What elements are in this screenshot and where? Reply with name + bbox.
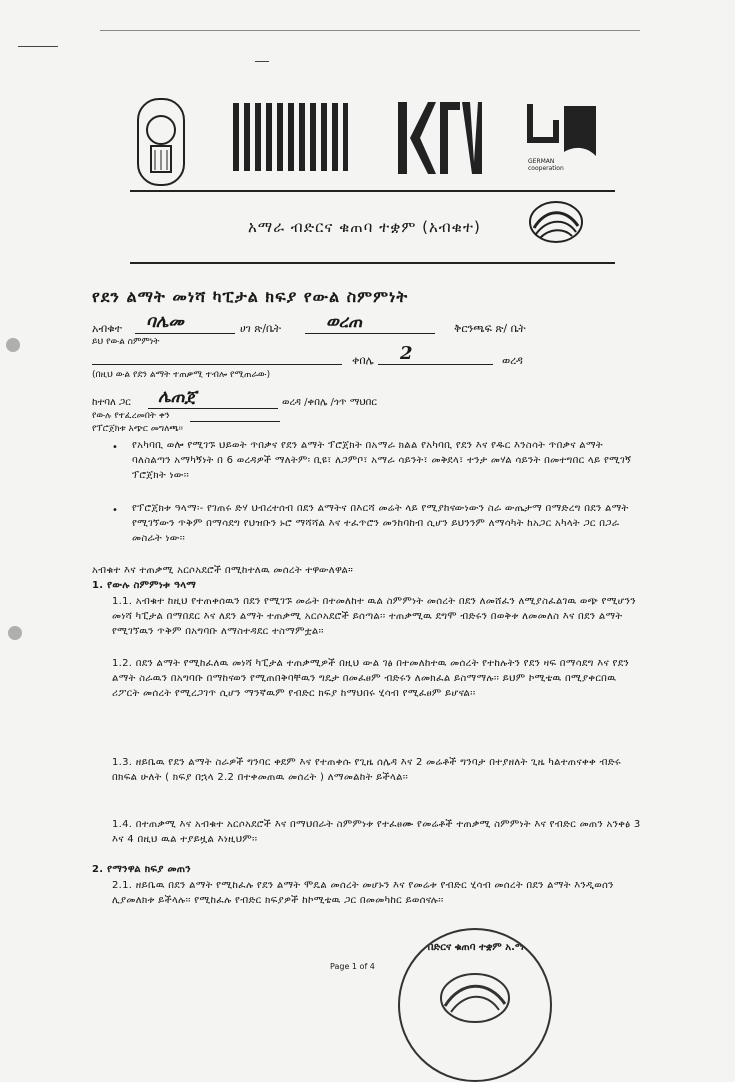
- intro-line: አብቁተ እና ተጠቃሚ አርሶአደሮች በሚከተለዉ መሰረት ተዋውለዋል።: [92, 565, 354, 576]
- clause: 2.1. ዘይቤዉ በደን ልማት የሚከፈሉ የደን ልማት ሞዴል መሰረት መሆኑን እና የመሬቱ የብድር ሂሳብ መሰረት በደን ልማት እንዲወሰን ሊያመለክቱ ይችላሉ፡፡ የሚከፈሉ የብድር ክፍያዎች ከኮሚቴዉ ጋር በመመካከር ይወሰናሉ፡፡: [112, 880, 614, 906]
- office-field-line: [305, 333, 435, 334]
- label-office: ሀገ ጽ/ቤት: [240, 322, 282, 335]
- organization-logo: [233, 103, 348, 171]
- giz-logo: [526, 100, 602, 158]
- label-beneficiary: ከተባለ ጋር: [92, 397, 131, 408]
- bullet-icon: •: [112, 505, 118, 516]
- label-branch-office: ቅርንጫፍ ጽ/ ቤት: [454, 322, 526, 335]
- branch-value: ባሌመ: [146, 312, 184, 332]
- stamp-text: ብድርና ቁጠባ ተቋም አ.ማ: [425, 942, 525, 953]
- beneficiary-field-line: [148, 408, 278, 409]
- header-rule: [130, 190, 615, 192]
- scan-mark: [18, 46, 58, 47]
- clause: 1.4. በተጠቃሚ እና አብቁተ አርሶአደሮች እና በማህበራት ስምምነቱ የተፈፀሙ የመሬቶች ተጠቃሚ ስምምነት እና የብድር መጠን አንቀፅ 3 እና 4 በዚህ ዉል ተያይዟል እነዚህም፡፡: [112, 819, 641, 845]
- bullet-icon: •: [112, 442, 118, 453]
- document-title: የደን ልማት መነሻ ካፒታል ክፍያ የውል ስምምነት: [92, 287, 409, 306]
- clause: 1.2. በደን ልማት የሚከፈለዉ መነሻ ካፒታል ተጠቃሚዎች በዚህ ውል ገፅ በተመለከተዉ መሰረት የተከሉትን የደን ዛፍ በማሳደግ እና የደን ልማት ስራዉን በአግባቡ በማከናወን የሚጠበቅባቸዉን ግዴታ በመፈፀም ብድሩን ለመክፈል ይስማማሉ፡፡ ይህም ኮሚቴዉ በሚያቀርበዉ ሪፖርት መሰረት የሚረጋገጥ ሲሆን ማንኛዉም የብድር ክፍያ ከማህበሩ ሂሳብ የሚፈፀም ይሆናል፡፡: [112, 658, 629, 699]
- punch-hole: [6, 338, 20, 352]
- amhara-emblem-logo: [137, 98, 185, 186]
- scan-mark: [255, 61, 269, 62]
- header-bottom-rule: [130, 262, 615, 264]
- bullet-text: የአካባቢ ወሎ የሚገኙ ህይወት ጥበቃና የደን ልማት ፕሮጀክት በአማራ ክልል የአካባቢ የደን እና የዱር እንስሳት ጥበቃና ልማት ባለስልጣን አማካኝነት በ 6 ወረዳዎች ማለትም፡ ቢዩ፣ ለጋምቦ፣ አማራ ሳይንት፣ መቅደላ፣ ተንታ መሃል ሳይንት በመተግበር ላይ የሚገኝ ፕሮጀክት ነው፡፡: [132, 440, 632, 481]
- kebele-field-line: [378, 364, 493, 365]
- office-value: ወረጠ: [326, 312, 363, 332]
- label-abcti: አብቁተ: [92, 322, 123, 335]
- label-kebele: ቀበሌ: [352, 354, 374, 367]
- kebele-value: 2: [400, 343, 413, 364]
- official-stamp: [398, 928, 552, 1082]
- page-number: Page 1 of 4: [330, 962, 375, 971]
- stamp-emblem-icon: [435, 968, 515, 1028]
- label-woreda: ወረዳ: [502, 354, 523, 367]
- kfw-logo: [398, 102, 482, 174]
- clause: 1.3. ዘይቤዉ የደን ልማት ስራዎች ግንባር ቀደም እና የተጠቀሱ የጊዜ ሰሌዳ እና 2 መሬቶች ግንባታ በተያዘለት ጊዜ ካልተጠናቀቀ ብድሩ በክፍል ሁለት ( ክፍያ በኋላ 2.2 በተቀመጠዉ መሰረት ) ለማመልከት ይችላል፡፡: [112, 757, 621, 783]
- giz-caption: [528, 158, 564, 172]
- org-name: አማራ ብድርና ቁጠባ ተቋም (አብቁተ): [248, 218, 481, 236]
- giz-caption-line1: GERMAN: [528, 158, 555, 165]
- label-location: ወረዳ /ቀበሌ /ጎጥ ማህበር: [282, 397, 377, 408]
- agreement-intro: ይህ የውል ስምምነት: [92, 337, 160, 347]
- section-heading: 2. የማንዋል ክፍያ መጠን: [92, 864, 191, 875]
- beneficiary-note: (በዚህ ውል የደን ልማት ተጠቃሚ ተብሎ የሚጠራው): [92, 370, 271, 380]
- beneficiary-value: ሌጠጀ: [158, 387, 197, 407]
- label-signed-date: የውሉ የተፈረመበት ቀን: [92, 411, 170, 421]
- top-rule: [100, 30, 640, 31]
- section-heading: 1. የውሉ ስምምነቱ ዓላማ: [92, 580, 197, 591]
- branch-field-line: [135, 333, 235, 334]
- bullet-text: የፕሮጀክቱ ዓላማ፡- የገጠሩ ድሃ ህብረተሰብ በደን ልማትና በእርሻ መሬት ላይ የሚያከናውነውን ስራ ውጤታማ በማድረግ በደን ልማት የሚገኘውን ጥቅም በማሳደግ የህዝቡን ኑሮ ማሻሻል እና ተፈጥሮን መንከባከብ ሲሆን ይህንንም ለማሳካት ከአጋር አካላት ጋር በጋራ መስራት ነው፡፡: [132, 503, 629, 544]
- date-field-line: [190, 421, 280, 422]
- giz-caption-line2: cooperation: [528, 165, 564, 172]
- clause: 1.1. አብቁተ ከዚህ የተጠቀሰዉን በደን የሚገኙ መሬት በተመለከተ ዉል ስምምነት መሰረት በደን ለመሸፈን ለሚያስፈልገዉ ወጭ የሚሆንን መነሻ ካፒታል በማበደር እና ለደን ልማት ተጠቃሚ አርሶአደሮች ይሰጣል፡፡ ተጠቃሚዉ ደግሞ ብድሩን በወቅቱ ለመመለስ እና በደን ልማት የሚገኘዉን ጥቅም በአግባቡ ለማስተዳደር ተስማምቷል፡፡: [112, 596, 636, 637]
- purpose-header: የፕሮጀክቱ አጭር መግለጫ፡፡: [92, 424, 183, 434]
- blank-field-line: [92, 364, 342, 365]
- abcti-logo: [526, 198, 584, 246]
- punch-hole: [8, 626, 22, 640]
